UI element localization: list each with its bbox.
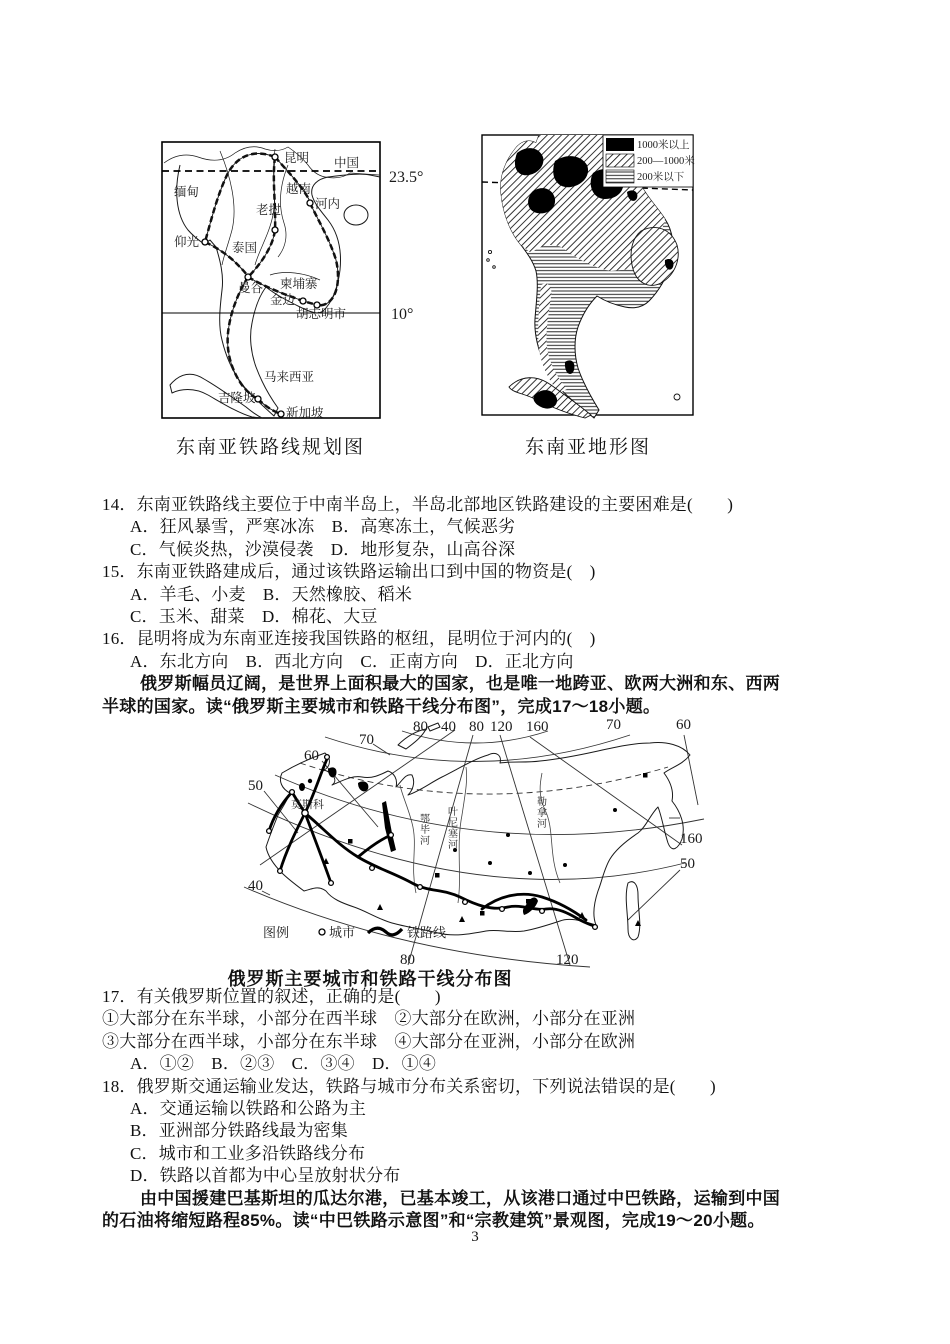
legend-city-symbol (319, 929, 325, 935)
grid-label-50-left: 50 (248, 778, 263, 794)
legend-railway-symbol (368, 928, 402, 935)
grid-label-80e: 80 (469, 719, 484, 735)
legend-title: 图例 (263, 925, 290, 940)
railway-trunk-lines (269, 759, 596, 927)
russia-map-legend (263, 925, 446, 940)
graticule (244, 730, 704, 967)
grid-label-40-left: 40 (248, 878, 263, 894)
legend-200-1000: 200—1000米 (637, 156, 695, 167)
label-bangkok: 曼谷 (238, 281, 264, 295)
map1-caption: 东南亚铁路线规划图 (175, 437, 365, 458)
label-yenisei-river: 叶尼塞河 (448, 807, 458, 851)
label-china: 中国 (334, 156, 360, 170)
label-thailand: 泰国 (232, 241, 258, 255)
q17-items-12: ①大部分在东半球，小部分在西半球 ②大部分在欧洲，小部分在亚洲 (102, 1009, 636, 1029)
elevation-legend (603, 135, 695, 187)
page-number: 3 (471, 1229, 479, 1245)
q17-items-34: ③大部分在西半球，小部分在东半球 ④大部分在亚洲，小部分在欧洲 (102, 1031, 636, 1051)
label-lena-river: 勒拿河 (537, 797, 547, 830)
map2-caption: 东南亚地形图 (524, 437, 651, 458)
q18-option-b: B．亚洲部分铁路线最为密集 (130, 1121, 348, 1141)
russia-intro-line-2: 半球的国家。读“俄罗斯主要城市和铁路干线分布图”，完成17～18小题。 (102, 696, 661, 716)
grid-label-80n: 80 (413, 719, 428, 735)
industry-markers (323, 773, 648, 926)
grid-label-80-bottom: 80 (400, 952, 415, 968)
se-asia-railway-map (158, 130, 443, 425)
q16-stem: 16．昆明将成为东南亚连接我国铁路的枢纽，昆明位于河内的( ) (102, 629, 596, 649)
legend-above-1000: 1000米以上 (637, 140, 690, 151)
se-asia-terrain-map (481, 130, 695, 422)
legend-city-label: 城市 (329, 925, 356, 940)
label-cambodia: 柬埔寨 (280, 277, 318, 291)
grid-label-160-right: 160 (680, 831, 703, 847)
label-tropic: 23.5° (389, 169, 424, 186)
q14-options-cd: C．气候炎热，沙漠侵袭 D．地形复杂，山高谷深 (130, 539, 516, 559)
label-vietnam: 越南 (286, 182, 312, 196)
q18-option-c: C．城市和工业多沿铁路线分布 (130, 1143, 366, 1163)
label-singapore: 新加坡 (286, 406, 324, 420)
label-moscow: 莫斯科 (291, 799, 324, 811)
grid-label-40e: 40 (441, 719, 456, 735)
label-kunming: 昆明 (284, 151, 310, 165)
russia-intro-line-1: 俄罗斯幅员辽阔，是世界上面积最大的国家，也是唯一地跨亚、欧两大洲和东、西两 (140, 674, 781, 694)
question-block-1 (102, 494, 854, 718)
pakistan-intro-line-2: 的石油将缩短路程85%。读“中巴铁路示意图”和“宗教建筑”景观图，完成19～20小题。 (102, 1211, 765, 1231)
grid-label-60-left: 60 (304, 748, 319, 764)
grid-label-70-right-top: 70 (606, 717, 621, 733)
label-kuala-lumpur: 吉隆坡 (218, 391, 256, 405)
map3-caption: 俄罗斯主要城市和铁路干线分布图 (227, 969, 513, 989)
label-laos: 老挝 (256, 203, 282, 217)
label-malaysia: 马来西亚 (264, 370, 315, 384)
label-hanoi: 河内 (315, 197, 341, 211)
russia-railway-map (228, 710, 710, 968)
q17-options: A．①② B．②③ C．③④ D．①④ (130, 1054, 437, 1074)
grid-label-120-bottom: 120 (556, 952, 579, 968)
grid-label-60-right-top: 60 (676, 717, 691, 733)
q16-options: A．东北方向 B．西北方向 C．正南方向 D．正北方向 (130, 651, 574, 671)
q15-stem: 15．东南亚铁路建成后，通过该铁路运输出口到中国的物资是( ) (102, 562, 596, 582)
q18-stem: 18．俄罗斯交通运输业发达，铁路与城市分布关系密切，下列说法错误的是( ) (102, 1076, 716, 1096)
grid-label-70-left: 70 (359, 732, 374, 748)
question-block-2 (102, 986, 854, 1232)
label-yangon: 仰光 (174, 235, 200, 249)
legend-railway-label: 铁路线 (407, 925, 447, 940)
q18-option-d: D．铁路以首都为中心呈放射状分布 (130, 1166, 401, 1186)
q17-stem: 17．有关俄罗斯位置的叙述，正确的是( ) (102, 987, 441, 1006)
q15-options-cd: C．玉米、甜菜 D．棉花、大豆 (130, 607, 378, 627)
label-myanmar: 缅甸 (174, 185, 200, 199)
q15-options-ab: A．羊毛、小麦 B．天然橡胶、稻米 (130, 584, 413, 604)
label-ob-river: 鄂毕河 (420, 814, 430, 847)
q14-stem: 14．东南亚铁路线主要位于中南半岛上，半岛北部地区铁路建设的主要困难是( ) (102, 495, 734, 514)
grid-label-50-right: 50 (680, 856, 695, 872)
grid-label-120e-top: 120 (490, 719, 513, 735)
legend-below-200: 200米以下 (637, 172, 685, 183)
q18-option-a: A．交通运输以铁路和公路为主 (130, 1099, 367, 1119)
pakistan-intro-line-1: 由中国援建巴基斯坦的瓜达尔港，已基本竣工，从该港口通过中巴铁路，运输到中国 (140, 1188, 781, 1208)
label-ho-chi-minh: 胡志明市 (296, 307, 347, 321)
q14-options-ab: A．狂风暴雪，严寒冰冻 B．高寒冻土，气候恶劣 (130, 517, 516, 537)
label-phnom-penh: 金边 (270, 293, 296, 307)
label-ten-degree: 10° (391, 306, 414, 323)
grid-label-160e-top: 160 (526, 719, 549, 735)
